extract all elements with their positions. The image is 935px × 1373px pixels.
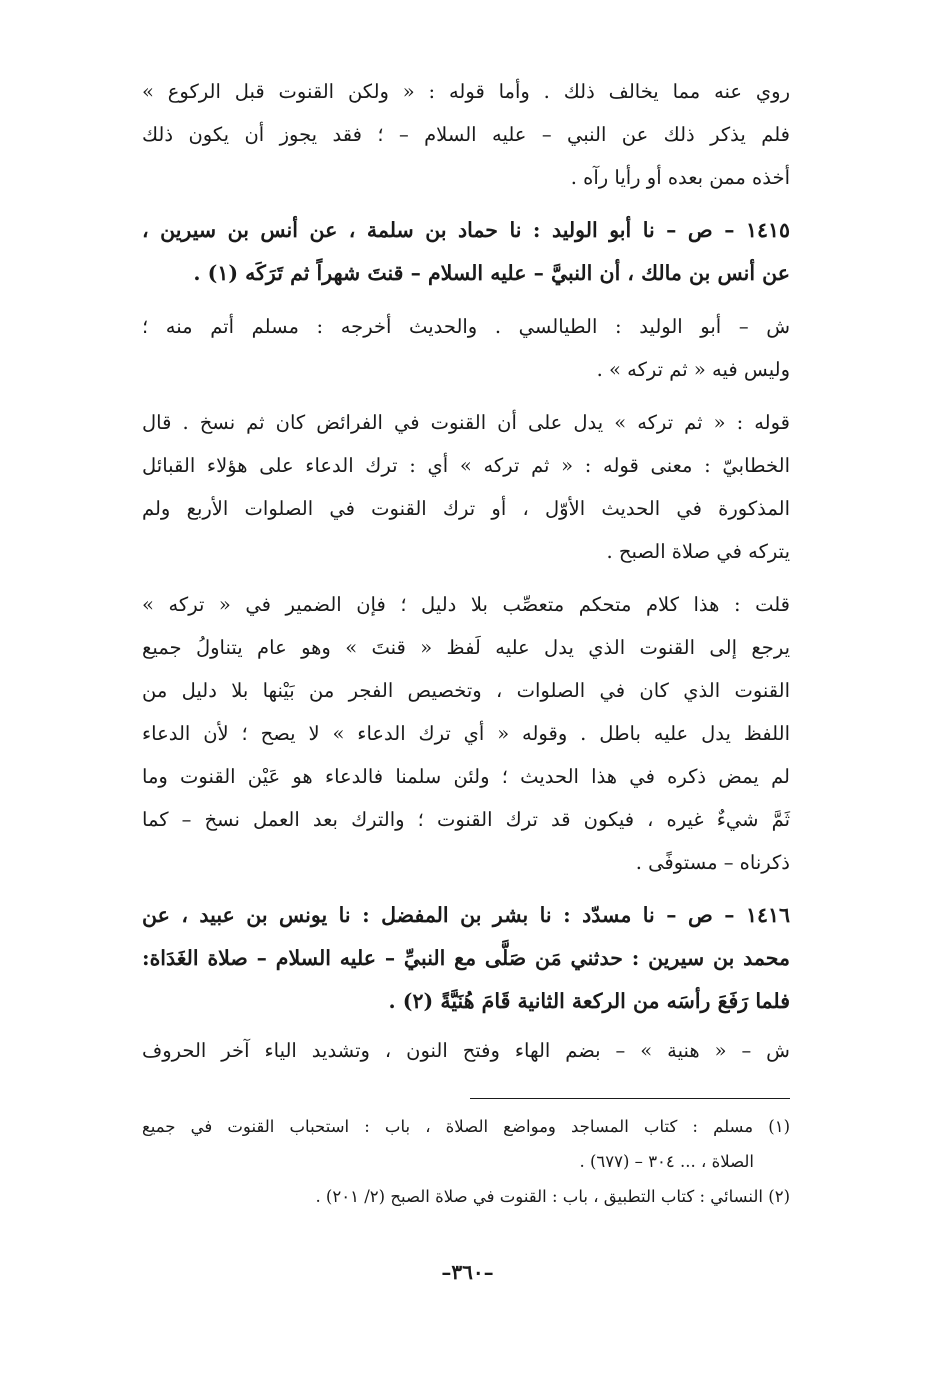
text-line: فلما رَفَعَ رأسَه من الركعة الثانية قَامَ هُنَيَّةً (٢) .	[388, 989, 790, 1013]
text-line: عن أنس بن مالك ، أن النبيَّ – عليه السلام – قنتَ شهراً ثم تَرَكَه (١) .	[193, 261, 790, 285]
text-line: اللفظ يدل عليه باطل . وقوله « أي ترك الدعاء » لا يصح ؛ لأن الدعاء	[142, 722, 790, 745]
text-line: فلم يذكر ذلك عن النبي – عليه السلام – ؛ فقد يجوز أن يكون ذلك	[142, 123, 790, 146]
footnote-2: (٢) النسائي : كتاب التطبيق ، باب : القنوت في صلاة الصبح (٢/ ٢٠١) .	[315, 1187, 790, 1206]
qawluh-paragraph	[142, 401, 790, 573]
text-line: ش – « هنية » – بضم الهاء وفتح النون ، وتشديد الياء آخر الحروف	[142, 1039, 790, 1062]
sharh-1416	[142, 1029, 790, 1072]
footnote-divider	[470, 1098, 790, 1099]
paragraph-continuation	[142, 70, 790, 199]
text-line: ١٤١٦ – ص – نا مسدّد : نا بشر بن المفضل : نا يونس بن عبيد ، عن	[142, 903, 790, 927]
text-line: ش – أبو الوليد : الطيالسي . والحديث أخرجه : مسلم أتم منه ؛	[142, 315, 790, 338]
text-line: روي عنه مما يخالف ذلك . وأما قوله : « ولكن القنوت قبل الركوع »	[142, 80, 790, 103]
hadith-1416	[142, 894, 790, 1023]
page-number: –٣٦٠–	[441, 1260, 494, 1284]
text-line: وليس فيه « ثم تركه » .	[596, 358, 790, 381]
text-line: القنوت الذي كان في الصلوات ، وتخصيص الفجر من بَيْنها بلا دليل من	[142, 679, 790, 702]
text-line: ثَمَّ شيءٌ غيره ، فيكون قد ترك القنوت ؛ والترك بعد العمل نسخ – كما	[142, 808, 790, 831]
text-line: ١٤١٥ – ص – نا أبو الوليد : نا حماد بن سلمة ، عن أنس بن سيرين ،	[142, 218, 790, 242]
text-line: الخطابيّ : معنى قوله : « ثم تركه » أي : ترك الدعاء على هؤلاء القبائل	[142, 454, 790, 477]
qultu-paragraph	[142, 583, 790, 884]
page-body	[142, 70, 790, 1214]
hadith-1415	[142, 209, 790, 295]
text-line: يرجع إلى القنوت الذي يدل عليه لَفظ « قنتَ » وهو عام يتناولُ جميع	[142, 636, 790, 659]
text-line: يتركه في صلاة الصبح .	[606, 540, 790, 563]
footnote-1-continued: الصلاة ، ... ٣٠٤ – (٦٧٧) .	[579, 1152, 754, 1171]
text-line: لم يمض ذكره في هذا الحديث ؛ ولئن سلمنا فالدعاء هو عَيْن القنوت وما	[142, 765, 790, 788]
text-line: ذكرناه – مستوفًى .	[635, 851, 790, 874]
text-line: قوله : « ثم تركه » يدل على أن القنوت في الفرائض كان ثم نسخ . قال	[142, 411, 790, 434]
text-line: محمد بن سيرين : حدثني مَن صَلَّى مع النبيِّ – عليه السلام – صلاة الغَدَاة:	[142, 946, 790, 970]
text-line: المذكورة في الحديث الأوّل ، أو ترك القنوت في الصلوات الأربع ولم	[142, 497, 790, 520]
text-line: قلت : هذا كلام متحكم متعصِّب بلا دليل ؛ فإن الضمير في « تركه »	[142, 593, 790, 616]
sharh-1415	[142, 305, 790, 391]
footnote-1: (١) مسلم : كتاب المساجد ومواضع الصلاة ، باب : استحباب القنوت في جميع	[142, 1117, 790, 1136]
text-line: أخذه ممن بعده أو رأيا رآه .	[570, 166, 790, 189]
footnotes	[142, 1109, 790, 1214]
